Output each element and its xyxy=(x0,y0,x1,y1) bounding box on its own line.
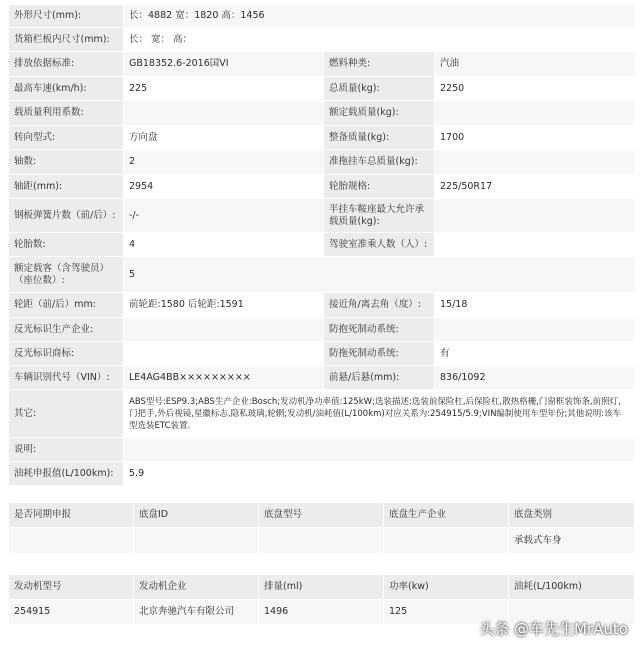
table-cell xyxy=(9,528,134,554)
engine-header: 发动机型号 xyxy=(9,575,134,600)
dim-value: 长：4882 宽：1820 高：1456 xyxy=(124,5,635,28)
table-row xyxy=(9,342,635,366)
angle-label: 接近角/离去角（度）: xyxy=(324,293,435,318)
emission-value: GB18352.6-2016国VI xyxy=(124,52,324,77)
table-cell: 承载式车身 xyxy=(509,528,635,554)
antilock-label: 防拖死制动系统: xyxy=(324,342,435,366)
consumption-value: 5.9 xyxy=(124,462,635,486)
refl-brand-value xyxy=(124,342,324,366)
table-cell: 125 xyxy=(384,600,509,625)
spring-value: -/- xyxy=(124,199,324,233)
engine-header: 排量(ml) xyxy=(259,575,384,600)
wheelbase-label: 轴距(mm): xyxy=(9,175,124,199)
table-row xyxy=(9,5,635,28)
overhang-label: 前悬/后悬(mm): xyxy=(324,366,435,390)
trailer-value xyxy=(435,150,635,175)
table-cell: 北京奔驰汽车有限公司 xyxy=(134,600,259,625)
cab-label: 驾驶室准乘人数（人）: xyxy=(324,233,435,257)
loadcoef-label: 载质量利用系数: xyxy=(9,101,124,126)
emission-label: 排放依据标准: xyxy=(9,52,124,77)
table-row xyxy=(9,318,635,342)
steer-value: 方向盘 xyxy=(124,126,324,150)
saddle-label: 半挂车鞍座最大允许承载质量(kg): xyxy=(324,199,435,233)
seats-value: 5 xyxy=(124,257,635,293)
refl-brand-label: 反光标识商标: xyxy=(9,342,124,366)
table-row xyxy=(9,52,635,77)
engine-header: 发动机企业 xyxy=(134,575,259,600)
cab-value xyxy=(435,233,635,257)
table-row xyxy=(9,233,635,257)
chassis-header: 底盘ID xyxy=(134,503,259,528)
table-row xyxy=(9,126,635,150)
ratedload-value xyxy=(435,101,635,126)
table-row xyxy=(9,366,635,390)
chassis-header: 是否同期申报 xyxy=(9,503,134,528)
seats-label: 额定载客（含驾驶员）（座位数）: xyxy=(9,257,124,293)
engine-header: 功率(kw) xyxy=(384,575,509,600)
curb-value: 1700 xyxy=(435,126,635,150)
ratedload-label: 额定载质量(kg): xyxy=(324,101,435,126)
track-label: 轮距（前/后）mm: xyxy=(9,293,124,318)
spec-sheet xyxy=(8,4,634,625)
table-row xyxy=(9,199,635,233)
tire-label: 轮胎规格: xyxy=(324,175,435,199)
abs-value xyxy=(435,318,635,342)
table-row xyxy=(9,293,635,318)
steer-label: 转向型式: xyxy=(9,126,124,150)
spring-label: 钢板弹簧片数（前/后）: xyxy=(9,199,124,233)
table-row xyxy=(9,150,635,175)
mass-value: 2250 xyxy=(435,77,635,101)
cargo-value: 长： 宽： 高： xyxy=(124,28,635,52)
engine-header: 油耗(L/100km) xyxy=(509,575,635,600)
dim-label: 外形尺寸(mm): xyxy=(9,5,124,28)
chassis-header: 底盘类别 xyxy=(509,503,635,528)
trailer-label: 准拖挂车总质量(kg): xyxy=(324,150,435,175)
other-label: 其它: xyxy=(9,390,124,438)
axles-value: 2 xyxy=(124,150,324,175)
table-cell xyxy=(259,528,384,554)
abs-label: 防抱死制动系统: xyxy=(324,318,435,342)
refl-maker-value xyxy=(124,318,324,342)
mass-label: 总质量(kg): xyxy=(324,77,435,101)
note-value xyxy=(124,438,635,462)
table-row xyxy=(9,528,635,554)
cargo-label: 货箱栏板内尺寸(mm): xyxy=(9,28,124,52)
table-cell: 1496 xyxy=(259,600,384,625)
loadcoef-value xyxy=(124,101,324,126)
table-row xyxy=(9,77,635,101)
watermark-text: 头条 @车先生MrAuto xyxy=(479,620,628,638)
track-value: 前轮距:1580 后轮距:1591 xyxy=(124,293,324,318)
fuel-label: 燃料种类: xyxy=(324,52,435,77)
table-header-row xyxy=(9,503,635,528)
chassis-table xyxy=(8,502,635,554)
overhang-value: 836/1092 xyxy=(435,366,635,390)
table-row xyxy=(9,101,635,126)
table-cell xyxy=(384,528,509,554)
table-header-row xyxy=(9,575,635,600)
fuel-value: 汽油 xyxy=(435,52,635,77)
wheelbase-value: 2954 xyxy=(124,175,324,199)
table-row xyxy=(9,28,635,52)
chassis-header: 底盘型号 xyxy=(259,503,384,528)
vin-label: 车辆识别代号（VIN）: xyxy=(9,366,124,390)
vin-value: LE4AG4BB××××××××× xyxy=(124,366,324,390)
table-row xyxy=(9,257,635,293)
tires-value: 4 xyxy=(124,233,324,257)
table-row xyxy=(9,462,635,486)
table-row xyxy=(9,175,635,199)
table-row xyxy=(9,390,635,438)
saddle-value xyxy=(435,199,635,233)
params-table xyxy=(8,4,635,486)
axles-label: 轴数: xyxy=(9,150,124,175)
consumption-label: 油耗申报值(L/100km): xyxy=(9,462,124,486)
curb-label: 整备质量(kg): xyxy=(324,126,435,150)
note-label: 说明: xyxy=(9,438,124,462)
tires-label: 轮胎数: xyxy=(9,233,124,257)
table-row xyxy=(9,438,635,462)
tire-value: 225/50R17 xyxy=(435,175,635,199)
speed-label: 最高车速(km/h): xyxy=(9,77,124,101)
angle-value: 15/18 xyxy=(435,293,635,318)
table-cell xyxy=(134,528,259,554)
table-cell: 254915 xyxy=(9,600,134,625)
antilock-value: 有 xyxy=(435,342,635,366)
refl-maker-label: 反光标识生产企业: xyxy=(9,318,124,342)
chassis-header: 底盘生产企业 xyxy=(384,503,509,528)
other-value: ABS型号:ESP9.3;ABS生产企业:Bosch;发动机净功率值:125kW;选装描述:选装前保险杠,后保险杠,散热格栅,门窗框装饰条,前照灯,门把手,外后视镜,星徽标志,隐私玻璃,轮辋;发动机/油耗值(L/100km)对应关系为:254915/5.9;VIN编制使用车型年份;其他说明:该车型选装ETC装置. xyxy=(124,390,635,438)
speed-value: 225 xyxy=(124,77,324,101)
